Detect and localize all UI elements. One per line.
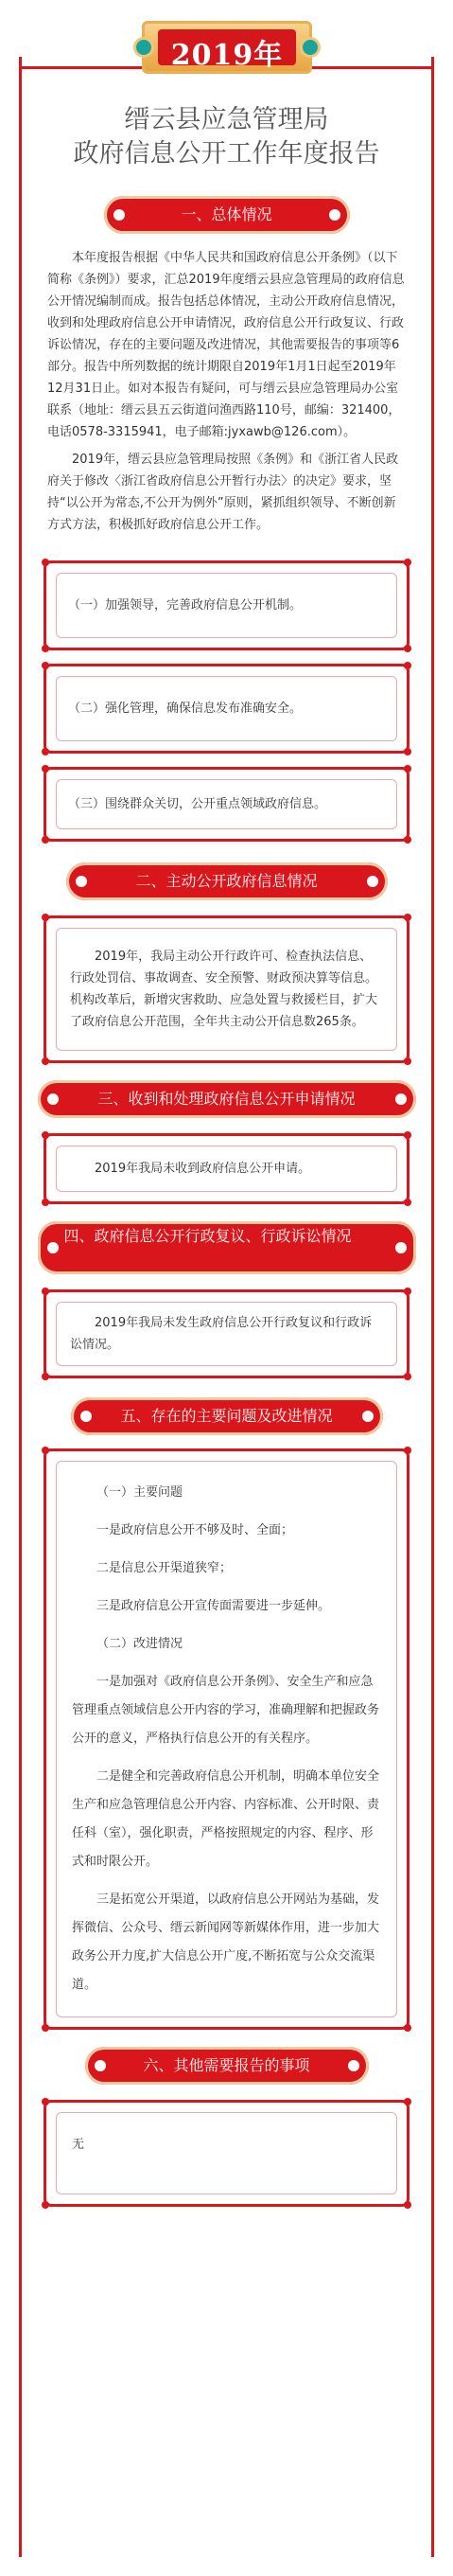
card-corner [42,914,49,921]
card-corner [42,1447,49,1454]
subheading-problems: （一）主要问题 [96,1485,183,1500]
card-corner [42,1131,49,1139]
card-corner [42,2098,49,2105]
year-badge [142,21,312,74]
section-heading-text: 四、政府信息公开行政复议、行政诉讼情况 [63,1227,352,1245]
proactive-disclosure-card [44,915,409,1063]
card-corner [42,1199,49,1206]
card-corner [42,1373,49,1380]
heading-dot-right [395,1242,407,1253]
heading-dot-left [80,1411,92,1422]
card-corner [42,748,49,755]
card-text: 2019年，我局主动公开行政许可、检查执法信息、行政处罚信、事故调查、安全预警、财政预决算等信息。机构改革后，新增灾害救助、应急处置与救援栏目，扩大了政府信息公开范围，全年共主动公开信息数265条。 [56,928,397,1051]
application-card [44,1133,409,1204]
section-heading-3 [38,1080,416,1118]
problems-improvements-card [44,1448,409,2030]
card-corner [404,1199,411,1206]
title-line-1: 缙云县应急管理局 [124,105,329,134]
heading-dot-left [47,1242,59,1253]
heading-dot-right [395,1093,407,1105]
card-corner [404,645,411,652]
card-corner [42,1057,49,1065]
card-text: 2019年我局未发生政府信息公开行政复议和行政诉讼情况。 [56,1302,397,1366]
heading-dot-right [367,876,378,887]
report-title [0,103,453,171]
year-banner [0,0,453,99]
overview-card-3 [44,767,409,842]
card-corner [404,2098,411,2105]
card-corner [404,1057,411,1065]
section-heading-text: 二、主动公开政府信息情况 [135,872,318,890]
card-corner [404,1447,411,1454]
card-corner [42,765,49,773]
card-text: （二）强化管理，确保信息发布准确安全。 [56,676,397,741]
section-heading-4 [38,1221,416,1274]
improvement-item-2: 二是健全和完善政府信息公开机制，明确本单位安全生产和应急管理信息公开内容、内容标准、公开时限、责任科（室），强化职责，严格按照规定的内容、程序、形式和时限公开。 [72,1769,380,1869]
card-corner [404,2201,411,2209]
year-label: 2019年 [170,39,284,72]
card-corner [404,1131,411,1139]
card-corner [42,1288,49,1295]
card-corner [404,914,411,921]
review-litigation-card [44,1289,409,1378]
card-corner [42,559,49,566]
card-corner [42,2024,49,2032]
overview-paragraph-1: 本年度报告根据《中华人民共和国政府信息公开条例》（以下简称《条例》）要求，汇总2019年度缙云县应急管理局的政府信息公开情况编制而成。报告包括总体情况，主动公开政府信息情况，收到和处理政府信息公开申请情况，政府信息公开行政复议、行政诉讼情况，存在的主要问题及改进情况，其他需要报告的事项等6部分。报告中所列数据的统计期限自2019年1月1日起至2019年12月31日止。如对本报告有疑问，可与缙云县应急管理局办公室联系（地址：缙云县五云街道问渔西路110号，邮编：321400，电话0578-3315941，电子邮箱:jyxawb@126.com）。 [47,251,405,439]
heading-dot-left [95,2060,106,2071]
card-corner [42,2201,49,2209]
card-corner [404,662,411,669]
heading-dot-left [113,209,125,221]
overview-card-2 [44,664,409,754]
card-corner [404,836,411,844]
problem-item-1: 一是政府信息公开不够及时、全面； [96,1523,294,1537]
heading-dot-right [329,209,340,221]
frame-left-border [19,57,22,2557]
card-corner [404,748,411,755]
card-text: 2019年我局未收到政府信息公开申请。 [56,1146,397,1192]
card-body [56,1461,397,2017]
card-text: （三）围绕群众关切，公开重点领域政府信息。 [56,779,397,829]
section-heading-2 [66,862,388,900]
card-corner [42,836,49,844]
section-heading-text: 一、总体情况 [181,205,272,223]
card-text: （一）加强领导，完善政府信息公开机制。 [56,573,397,638]
frame-right-border [431,57,434,2557]
improvement-item-3: 三是拓宽公开渠道，以政府信息公开网站为基础，发挥微信、公众号、缙云新闻网等新媒体作用，进一步加大政务公开力度,扩大信息公开广度,不断拓宽与公众交流渠道。 [72,1892,380,1992]
problem-item-3: 三是政府信息公开宣传面需要进一步延伸。 [96,1599,331,1613]
subheading-improvements: （二）改进情况 [96,1637,183,1651]
section-heading-text: 六、其他需要报告的事项 [143,2056,310,2074]
improvement-item-1: 一是加强对《政府信息公开条例》、安全生产和应急管理重点领域信息公开内容的学习，准确理解和把握政务公开的意义，严格执行信息公开的有关程序。 [72,1675,380,1746]
card-corner [404,1288,411,1295]
heading-dot-left [76,876,87,887]
card-corner [404,559,411,566]
card-corner [42,645,49,652]
problem-item-2: 二是信息公开渠道狭窄； [96,1561,233,1575]
card-corner [404,1373,411,1380]
overview-paragraph-2: 2019年，缙云县应急管理局按照《条例》和《浙江省人民政府关于修改〈浙江省政府信息公开暂行办法〉的决定》要求，坚持“以公开为常态,不公开为例外”原则，紧抓组织领导、不断创新方式方法，积极抓好政府信息公开工作。 [47,453,399,532]
card-corner [404,765,411,773]
heading-dot-right [348,2060,359,2071]
heading-dot-left [47,1093,59,1105]
heading-dot-right [362,1411,374,1422]
title-line-2: 政府信息公开工作年度报告 [73,139,380,169]
card-corner [404,2024,411,2032]
card-corner [42,662,49,669]
other-matters-card [44,2100,409,2207]
section-heading-6 [85,2047,369,2085]
section-heading-text: 三、收到和处理政府信息公开申请情况 [97,1090,356,1108]
section-heading-text: 五、存在的主要问题及改进情况 [120,1407,333,1425]
section-heading-5 [71,1397,383,1435]
card-text: 无 [56,2112,397,2194]
section-heading-1 [104,196,350,234]
overview-card-1 [44,560,409,650]
